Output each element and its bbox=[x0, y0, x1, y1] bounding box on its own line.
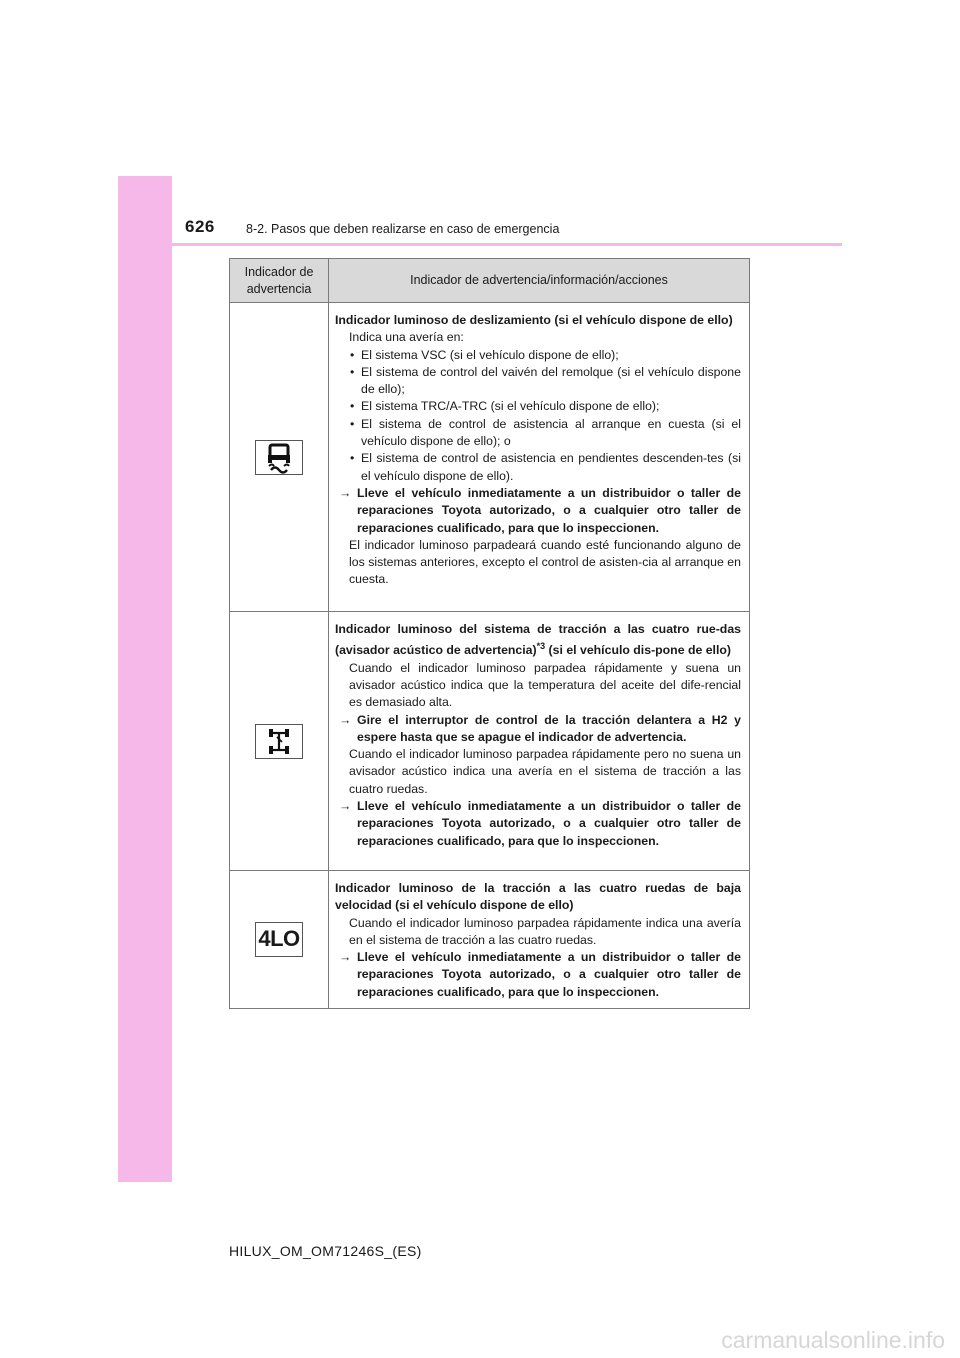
action-text: Lleve el vehículo inmediatamente a un distribuidor o taller de reparaciones Toyota autorizado, o a cualquier otro taller de reparaciones cualificado, para que lo inspeccionen. bbox=[357, 799, 741, 848]
action-step bbox=[335, 485, 741, 537]
arrow-icon: → bbox=[339, 950, 352, 965]
side-tab-band bbox=[118, 176, 172, 1182]
action-text: Gire el interruptor de control de la tracción delantera a H2 y espere hasta que se apague el indicador de advertencia. bbox=[357, 712, 741, 744]
slip-indicator-icon bbox=[255, 440, 303, 475]
fault-list bbox=[335, 347, 741, 485]
indicator-description: Cuando el indicador luminoso parpadea rápidamente pero no suena un avisador acústico indica una avería en el sistema de tracción a las cuatro ruedas. bbox=[349, 747, 741, 796]
table-header-row bbox=[230, 259, 750, 303]
document-code: HILUX_OM_OM71246S_(ES) bbox=[229, 1243, 422, 1259]
title-part: Indicador luminoso del sistema de tracción a las cuatro rue-das (avisador acústico de advertencia) bbox=[335, 622, 741, 658]
list-item: • El sistema de control de asistencia en pendientes descenden-tes (si el vehículo dispone de ello). bbox=[349, 450, 741, 485]
indicator-intro: Indica una avería en: bbox=[349, 330, 464, 345]
list-item: • El sistema de control de asistencia al arranque en cuesta (si el vehículo dispone de ello); o bbox=[349, 416, 741, 451]
page-number: 626 bbox=[185, 217, 215, 236]
icon-cell bbox=[230, 612, 329, 871]
description-cell bbox=[329, 612, 750, 871]
4lo-indicator-icon bbox=[255, 922, 303, 957]
action-step bbox=[335, 712, 741, 747]
indicator-title bbox=[335, 621, 741, 660]
watermark: carmanualsonline.info bbox=[721, 1327, 945, 1353]
header-rule bbox=[118, 243, 842, 246]
list-item: • El sistema de control del vaivén del remolque (si el vehículo dispone de ello); bbox=[349, 364, 741, 399]
arrow-icon: → bbox=[339, 712, 352, 727]
indicator-description: Cuando el indicador luminoso parpadea rápidamente indica una avería en el sistema de tracción a las cuatro ruedas. bbox=[349, 915, 741, 947]
warning-indicator-table bbox=[229, 258, 750, 1009]
list-item: • El sistema VSC (si el vehículo dispone de ello); bbox=[349, 347, 741, 364]
arrow-icon: → bbox=[339, 485, 352, 500]
action-text: Lleve el vehículo inmediatamente a un distribuidor o taller de reparaciones Toyota autorizado, o a cualquier otro taller de reparaciones cualificado, para que lo inspeccionen. bbox=[357, 485, 741, 535]
icon-cell bbox=[230, 303, 329, 612]
section-title: 8-2. Pasos que deben realizarse en caso de emergencia bbox=[246, 222, 560, 236]
list-item: • El sistema TRC/A-TRC (si el vehículo dispone de ello); bbox=[349, 398, 741, 415]
description-cell bbox=[329, 303, 750, 612]
indicator-description: Cuando el indicador luminoso parpadea rápidamente y suena un avisador acústico indica que la temperatura del aceite del dife-rencial es demasiado alta. bbox=[349, 660, 741, 710]
table-row bbox=[230, 871, 750, 1009]
icon-cell bbox=[230, 871, 329, 1009]
action-text: Lleve el vehículo inmediatamente a un distribuidor o taller de reparaciones Toyota autorizado, o a cualquier otro taller de reparaciones cualificado, para que lo inspeccionen. bbox=[357, 950, 741, 999]
table-row bbox=[230, 612, 750, 871]
icon-label: 4LO bbox=[258, 926, 300, 952]
four-wheel-drive-icon bbox=[255, 724, 303, 759]
description-cell bbox=[329, 871, 750, 1009]
arrow-icon: → bbox=[339, 799, 352, 814]
col-header-info: Indicador de advertencia/información/acciones bbox=[329, 259, 750, 303]
indicator-note: El indicador luminoso parpadeará cuando esté funcionando alguno de los sistemas anteriores, excepto el control de asisten-cia al arranque en cuesta. bbox=[349, 537, 741, 587]
indicator-title: Indicador luminoso de la tracción a las cuatro ruedas de baja velocidad (si el vehículo dispone de ello) bbox=[335, 881, 741, 913]
col-header-indicator: Indicador de advertencia bbox=[230, 259, 329, 303]
action-step bbox=[335, 949, 741, 1001]
table-row bbox=[230, 303, 750, 612]
title-part: (si el vehículo dis-pone de ello) bbox=[545, 643, 731, 658]
indicator-title: Indicador luminoso de deslizamiento (si el vehículo dispone de ello) bbox=[335, 313, 733, 327]
action-step bbox=[335, 798, 741, 850]
footnote-mark: *3 bbox=[536, 641, 546, 652]
